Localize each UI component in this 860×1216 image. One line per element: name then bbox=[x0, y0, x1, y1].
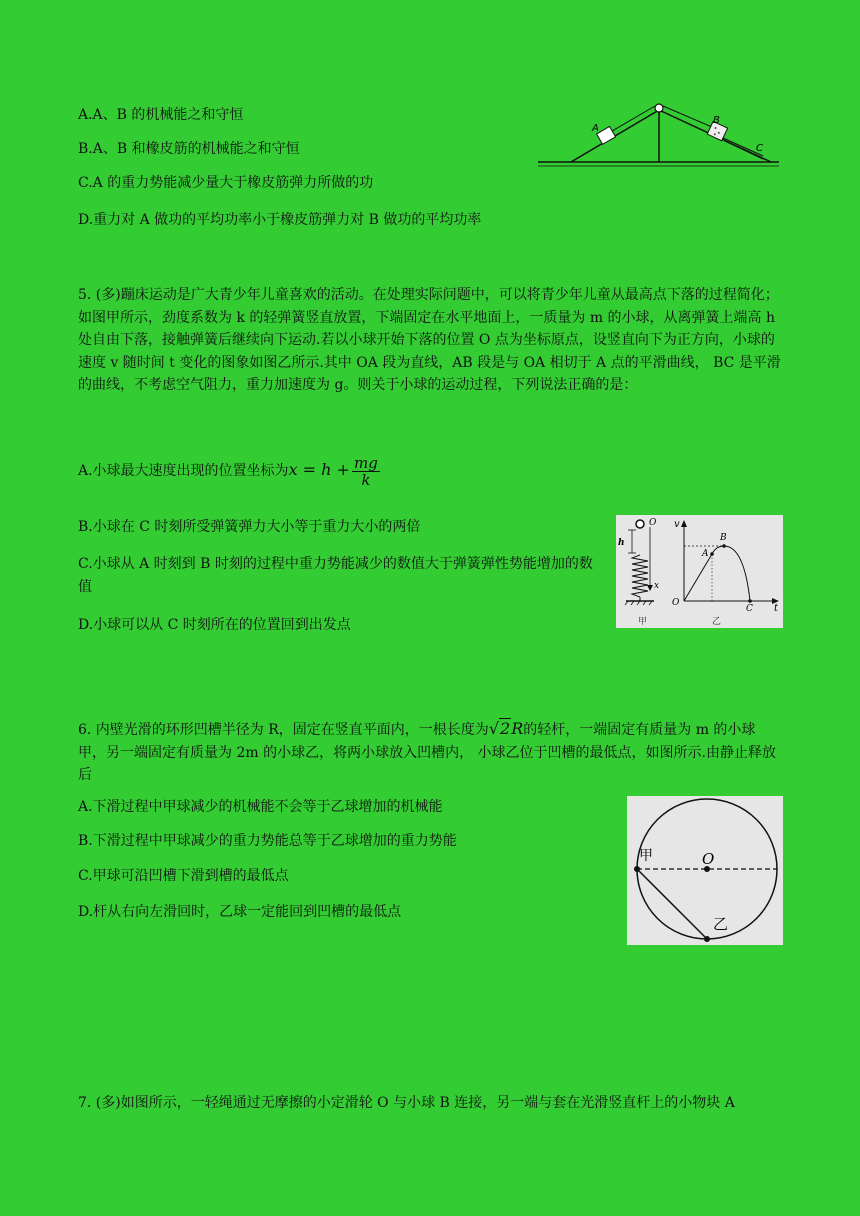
fig5-label-h: h bbox=[618, 538, 625, 548]
q4-option-d: D.重力对 A 做功的平均功率小于橡皮筋弹力对 B 做功的平均功率 bbox=[78, 212, 482, 228]
q6-sqrt-variable: R bbox=[511, 719, 524, 738]
q5-spring-graph-figure bbox=[616, 515, 783, 628]
q6-stem-part2: 的轻杆，一端固定有质量为 m 的小球甲，另一端固定有质量为 2m 的小球乙，将两小球放入凹槽内， 小球乙位于凹槽的最低点，如图所示.由静止释放后 bbox=[78, 722, 776, 783]
fraction-numerator: mg bbox=[353, 453, 378, 472]
fig6-label-yi: 乙 bbox=[713, 915, 729, 933]
q5-option-a-fraction bbox=[352, 455, 380, 488]
q5-option-a bbox=[78, 448, 380, 492]
q5-stem: 5. (多)蹦床运动是广大青少年儿童喜欢的活动。在处理实际问题中，可以将青少年儿童从最高点下落的过程简化；如图甲所示，劲度系数为 k 的轻弹簧竖直放置，下端固定在水平地面上，一质量为 m 的小球，从离弹簧上端高 h 处自由下落，接触弹簧后继续向下运动.若以小球开始下落的位置 O 点为坐标原点，设竖直向下为正方向，小球的速度 v 随时间 t 变化的图象如图乙所示.其中 OA 段为直线，AB 段是与 OA 相切于 A 点的平滑曲线， BC 是平滑的曲线，不考虑空气阻力，重力加速度为 g。则关于小球的运动过程，下列说法正确的是： bbox=[78, 287, 781, 393]
fig6-label-o: O bbox=[702, 850, 715, 868]
q6-ring-groove-figure bbox=[627, 796, 783, 945]
q4-option-a: A.A、B 的机械能之和守恒 bbox=[78, 107, 244, 123]
q6-stem-part1: 6. 内壁光滑的环形凹槽半径为 R，固定在竖直平面内，一根长度为 bbox=[78, 722, 489, 738]
fraction-denominator: k bbox=[361, 470, 371, 489]
fig6-label-jia: 甲 bbox=[639, 848, 653, 864]
q6-sqrt-formula: √2R bbox=[488, 719, 524, 738]
fig5-label-v: v bbox=[674, 519, 680, 530]
fig5-label-t: t bbox=[774, 603, 779, 614]
q5-option-b: B.小球在 C 时刻所受弹簧弹力大小等于重力大小的两倍 bbox=[78, 519, 421, 535]
q5-option-a-text: A.小球最大速度出现的位置坐标为 bbox=[78, 463, 289, 479]
q5-option-a-formula: x = h + bbox=[288, 460, 350, 479]
q4-pulley-figure bbox=[535, 98, 785, 172]
fig5-label-c: C bbox=[746, 604, 753, 614]
fig5-label-origin: O bbox=[672, 598, 680, 608]
q5-option-c: C.小球从 A 时刻到 B 时刻的过程中重力势能减少的数值大于弹簧弹性势能增加的数值 bbox=[78, 556, 593, 595]
q6-option-d: D.杆从右向左滑回时，乙球一定能回到凹槽的最低点 bbox=[78, 904, 402, 920]
fig5-label-o: O bbox=[649, 518, 657, 528]
q6-sqrt-radicand: 2 bbox=[500, 719, 511, 738]
fig5-caption-left: 甲 bbox=[638, 617, 648, 627]
fig5-caption-right: 乙 bbox=[712, 617, 722, 627]
q6-option-b: B.下滑过程中甲球减少的重力势能总等于乙球增加的重力势能 bbox=[78, 833, 457, 849]
q6-option-c: C.甲球可沿凹槽下滑到槽的最低点 bbox=[78, 868, 289, 884]
q5-option-d: D.小球可以从 C 时刻所在的位置回到出发点 bbox=[78, 617, 351, 633]
q4-option-c: C.A 的重力势能减少量大于橡皮筋弹力所做的功 bbox=[78, 175, 374, 191]
q7-stem: 7. (多)如图所示，一轻绳通过无摩擦的小定滑轮 O 与小球 B 连接，另一端与套在光滑竖直杆上的小物块 A bbox=[78, 1095, 735, 1111]
q6-stem bbox=[78, 718, 783, 787]
fig4-label-a: A bbox=[592, 123, 599, 134]
fig5-label-b: B bbox=[720, 533, 727, 543]
q4-option-b: B.A、B 和橡皮筋的机械能之和守恒 bbox=[78, 141, 300, 157]
fig5-label-x: x bbox=[654, 581, 660, 591]
fig4-label-c: C bbox=[756, 143, 763, 154]
fig4-label-b: B bbox=[713, 115, 720, 126]
q6-option-a: A.下滑过程中甲球减少的机械能不会等于乙球增加的机械能 bbox=[78, 799, 443, 815]
fig5-label-a: A bbox=[702, 549, 709, 559]
